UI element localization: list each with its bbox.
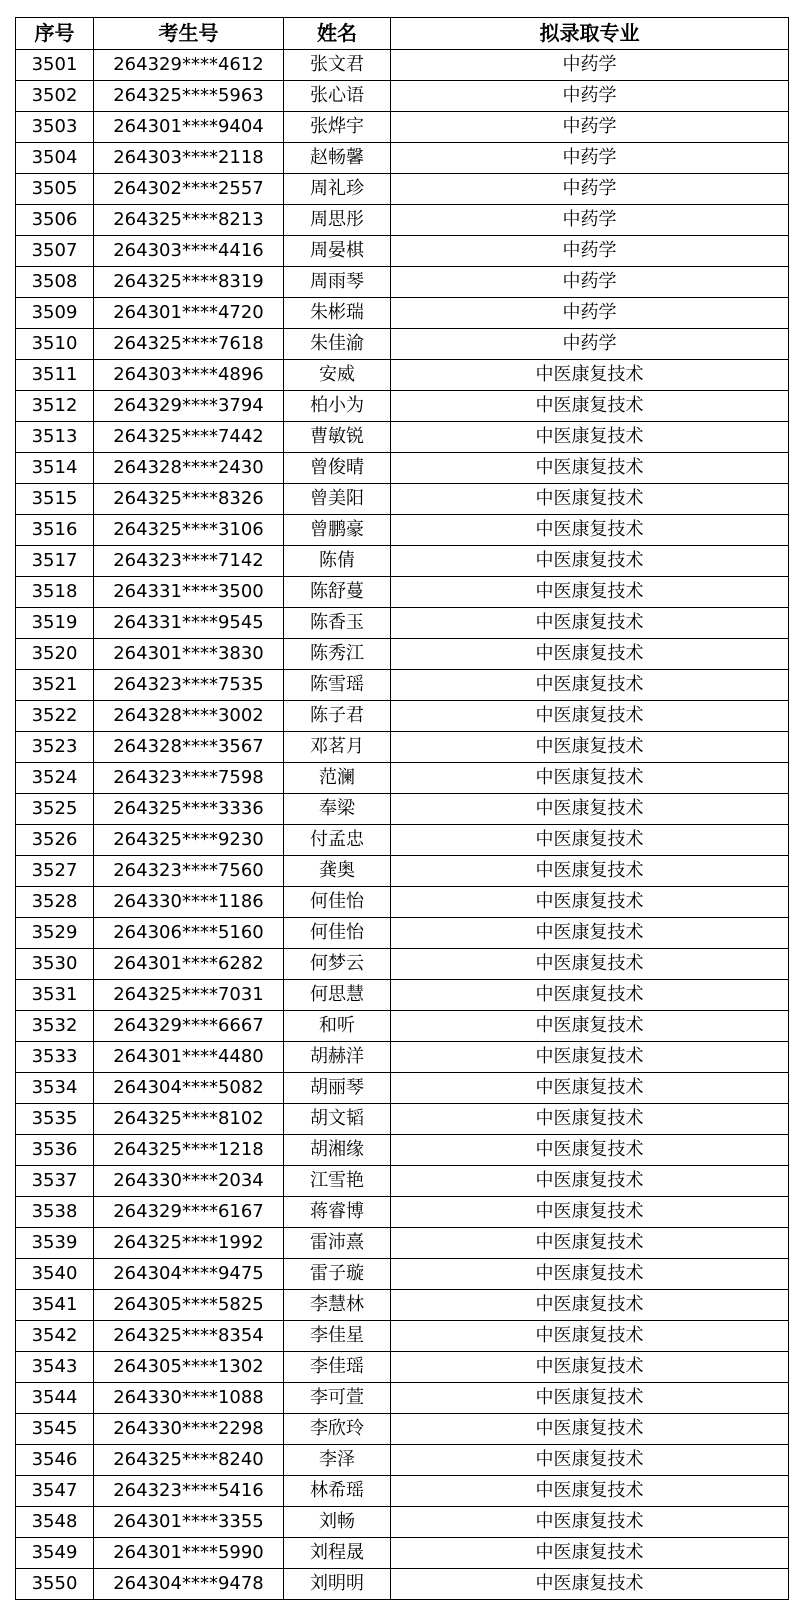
cell-major: 中医康复技术 <box>391 701 789 732</box>
cell-seq: 3527 <box>16 856 94 887</box>
table-row <box>16 918 789 949</box>
cell-seq: 3533 <box>16 1042 94 1073</box>
cell-exam-id: 264305****1302 <box>94 1352 284 1383</box>
cell-name: 周思彤 <box>284 205 391 236</box>
cell-major: 中医康复技术 <box>391 1042 789 1073</box>
cell-name: 周晏棋 <box>284 236 391 267</box>
cell-seq: 3511 <box>16 360 94 391</box>
table-row <box>16 267 789 298</box>
cell-seq: 3536 <box>16 1135 94 1166</box>
table-row <box>16 422 789 453</box>
table-row <box>16 360 789 391</box>
cell-major: 中医康复技术 <box>391 1290 789 1321</box>
cell-major: 中医康复技术 <box>391 1073 789 1104</box>
cell-name: 陈倩 <box>284 546 391 577</box>
cell-name: 胡文韬 <box>284 1104 391 1135</box>
cell-seq: 3516 <box>16 515 94 546</box>
cell-major: 中医康复技术 <box>391 887 789 918</box>
cell-exam-id: 264325****7442 <box>94 422 284 453</box>
cell-seq: 3549 <box>16 1538 94 1569</box>
cell-seq: 3506 <box>16 205 94 236</box>
cell-exam-id: 264301****3830 <box>94 639 284 670</box>
cell-major: 中医康复技术 <box>391 1569 789 1600</box>
cell-seq: 3509 <box>16 298 94 329</box>
cell-name: 陈舒蔓 <box>284 577 391 608</box>
cell-name: 陈子君 <box>284 701 391 732</box>
cell-exam-id: 264325****1218 <box>94 1135 284 1166</box>
table-row <box>16 1507 789 1538</box>
table-row <box>16 1383 789 1414</box>
cell-major: 中医康复技术 <box>391 515 789 546</box>
cell-exam-id: 264330****2034 <box>94 1166 284 1197</box>
cell-major: 中医康复技术 <box>391 1321 789 1352</box>
cell-major: 中医康复技术 <box>391 1538 789 1569</box>
cell-name: 李佳瑶 <box>284 1352 391 1383</box>
table-row <box>16 794 789 825</box>
cell-seq: 3522 <box>16 701 94 732</box>
table-row <box>16 205 789 236</box>
table-row <box>16 887 789 918</box>
cell-seq: 3503 <box>16 112 94 143</box>
cell-seq: 3504 <box>16 143 94 174</box>
cell-exam-id: 264329****6667 <box>94 1011 284 1042</box>
cell-name: 刘明明 <box>284 1569 391 1600</box>
cell-seq: 3508 <box>16 267 94 298</box>
cell-name: 奉梁 <box>284 794 391 825</box>
table-row <box>16 1197 789 1228</box>
cell-exam-id: 264301****3355 <box>94 1507 284 1538</box>
cell-major: 中医康复技术 <box>391 1104 789 1135</box>
table-row <box>16 763 789 794</box>
cell-seq: 3520 <box>16 639 94 670</box>
cell-name: 张心语 <box>284 81 391 112</box>
cell-name: 曾俊晴 <box>284 453 391 484</box>
cell-major: 中医康复技术 <box>391 670 789 701</box>
cell-exam-id: 264303****2118 <box>94 143 284 174</box>
cell-exam-id: 264325****5963 <box>94 81 284 112</box>
cell-name: 李可萱 <box>284 1383 391 1414</box>
cell-name: 江雪艳 <box>284 1166 391 1197</box>
cell-seq: 3521 <box>16 670 94 701</box>
cell-name: 雷沛熹 <box>284 1228 391 1259</box>
cell-major: 中药学 <box>391 81 789 112</box>
cell-exam-id: 264325****3106 <box>94 515 284 546</box>
cell-exam-id: 264323****7598 <box>94 763 284 794</box>
cell-seq: 3502 <box>16 81 94 112</box>
cell-seq: 3546 <box>16 1445 94 1476</box>
cell-exam-id: 264331****9545 <box>94 608 284 639</box>
cell-major: 中药学 <box>391 236 789 267</box>
cell-exam-id: 264329****3794 <box>94 391 284 422</box>
cell-exam-id: 264301****4480 <box>94 1042 284 1073</box>
table-row <box>16 856 789 887</box>
table-row <box>16 1352 789 1383</box>
header-exam-id: 考生号 <box>94 18 284 50</box>
table-row <box>16 1166 789 1197</box>
cell-exam-id: 264303****4896 <box>94 360 284 391</box>
cell-name: 李欣玲 <box>284 1414 391 1445</box>
cell-exam-id: 264323****7535 <box>94 670 284 701</box>
table-row <box>16 1104 789 1135</box>
cell-seq: 3515 <box>16 484 94 515</box>
table-row <box>16 484 789 515</box>
table-row <box>16 1073 789 1104</box>
cell-name: 蒋睿博 <box>284 1197 391 1228</box>
table-row <box>16 1569 789 1600</box>
table-row <box>16 608 789 639</box>
cell-exam-id: 264331****3500 <box>94 577 284 608</box>
cell-exam-id: 264325****8326 <box>94 484 284 515</box>
cell-major: 中医康复技术 <box>391 1507 789 1538</box>
cell-major: 中医康复技术 <box>391 856 789 887</box>
cell-major: 中医康复技术 <box>391 918 789 949</box>
cell-major: 中医康复技术 <box>391 453 789 484</box>
cell-exam-id: 264301****5990 <box>94 1538 284 1569</box>
cell-name: 李泽 <box>284 1445 391 1476</box>
cell-exam-id: 264330****2298 <box>94 1414 284 1445</box>
cell-exam-id: 264325****8240 <box>94 1445 284 1476</box>
cell-seq: 3526 <box>16 825 94 856</box>
cell-major: 中医康复技术 <box>391 546 789 577</box>
cell-major: 中医康复技术 <box>391 732 789 763</box>
table-row <box>16 639 789 670</box>
cell-major: 中医康复技术 <box>391 1228 789 1259</box>
cell-seq: 3529 <box>16 918 94 949</box>
cell-major: 中医康复技术 <box>391 1445 789 1476</box>
cell-seq: 3530 <box>16 949 94 980</box>
cell-exam-id: 264325****7618 <box>94 329 284 360</box>
table-header <box>16 18 789 50</box>
cell-major: 中医康复技术 <box>391 577 789 608</box>
cell-name: 陈雪瑶 <box>284 670 391 701</box>
cell-major: 中医康复技术 <box>391 1166 789 1197</box>
cell-major: 中医康复技术 <box>391 1352 789 1383</box>
cell-exam-id: 264301****4720 <box>94 298 284 329</box>
cell-name: 曾美阳 <box>284 484 391 515</box>
cell-major: 中医康复技术 <box>391 391 789 422</box>
cell-name: 陈香玉 <box>284 608 391 639</box>
cell-exam-id: 264304****9478 <box>94 1569 284 1600</box>
cell-exam-id: 264323****5416 <box>94 1476 284 1507</box>
cell-major: 中医康复技术 <box>391 360 789 391</box>
cell-name: 范澜 <box>284 763 391 794</box>
cell-seq: 3531 <box>16 980 94 1011</box>
cell-name: 何思慧 <box>284 980 391 1011</box>
table-row <box>16 546 789 577</box>
table-row <box>16 298 789 329</box>
cell-seq: 3535 <box>16 1104 94 1135</box>
cell-exam-id: 264325****3336 <box>94 794 284 825</box>
cell-exam-id: 264329****6167 <box>94 1197 284 1228</box>
cell-seq: 3512 <box>16 391 94 422</box>
header-name: 姓名 <box>284 18 391 50</box>
cell-name: 李慧林 <box>284 1290 391 1321</box>
table-row <box>16 1135 789 1166</box>
cell-seq: 3538 <box>16 1197 94 1228</box>
table-row <box>16 577 789 608</box>
cell-name: 张文君 <box>284 50 391 81</box>
cell-exam-id: 264306****5160 <box>94 918 284 949</box>
table-row <box>16 949 789 980</box>
cell-name: 柏小为 <box>284 391 391 422</box>
cell-major: 中医康复技术 <box>391 763 789 794</box>
cell-name: 胡赫洋 <box>284 1042 391 1073</box>
cell-name: 张烨宇 <box>284 112 391 143</box>
cell-major: 中药学 <box>391 205 789 236</box>
cell-seq: 3534 <box>16 1073 94 1104</box>
cell-major: 中医康复技术 <box>391 608 789 639</box>
admission-table <box>15 17 789 1600</box>
cell-seq: 3545 <box>16 1414 94 1445</box>
header-row <box>16 18 789 50</box>
table-row <box>16 1321 789 1352</box>
table-row <box>16 1011 789 1042</box>
cell-exam-id: 264301****6282 <box>94 949 284 980</box>
cell-major: 中药学 <box>391 112 789 143</box>
cell-seq: 3505 <box>16 174 94 205</box>
cell-name: 林希瑶 <box>284 1476 391 1507</box>
table-row <box>16 1259 789 1290</box>
table-row <box>16 81 789 112</box>
header-major: 拟录取专业 <box>391 18 789 50</box>
cell-seq: 3542 <box>16 1321 94 1352</box>
cell-major: 中医康复技术 <box>391 1414 789 1445</box>
cell-name: 朱佳渝 <box>284 329 391 360</box>
table-row <box>16 453 789 484</box>
table-row <box>16 391 789 422</box>
cell-major: 中医康复技术 <box>391 825 789 856</box>
cell-name: 李佳星 <box>284 1321 391 1352</box>
cell-major: 中医康复技术 <box>391 422 789 453</box>
cell-exam-id: 264325****1992 <box>94 1228 284 1259</box>
cell-name: 胡丽琴 <box>284 1073 391 1104</box>
cell-exam-id: 264301****9404 <box>94 112 284 143</box>
cell-seq: 3544 <box>16 1383 94 1414</box>
cell-exam-id: 264302****2557 <box>94 174 284 205</box>
cell-name: 和听 <box>284 1011 391 1042</box>
cell-seq: 3507 <box>16 236 94 267</box>
cell-seq: 3532 <box>16 1011 94 1042</box>
cell-seq: 3543 <box>16 1352 94 1383</box>
cell-exam-id: 264328****3002 <box>94 701 284 732</box>
cell-major: 中医康复技术 <box>391 949 789 980</box>
cell-name: 周雨琴 <box>284 267 391 298</box>
cell-seq: 3525 <box>16 794 94 825</box>
cell-exam-id: 264303****4416 <box>94 236 284 267</box>
cell-exam-id: 264325****8354 <box>94 1321 284 1352</box>
cell-major: 中药学 <box>391 143 789 174</box>
cell-name: 刘程晟 <box>284 1538 391 1569</box>
cell-exam-id: 264325****9230 <box>94 825 284 856</box>
cell-name: 何佳怡 <box>284 918 391 949</box>
table-row <box>16 1476 789 1507</box>
cell-seq: 3541 <box>16 1290 94 1321</box>
cell-seq: 3514 <box>16 453 94 484</box>
cell-major: 中药学 <box>391 298 789 329</box>
table-row <box>16 1414 789 1445</box>
table-row <box>16 174 789 205</box>
cell-exam-id: 264325****8102 <box>94 1104 284 1135</box>
table-row <box>16 732 789 763</box>
cell-major: 中医康复技术 <box>391 1476 789 1507</box>
table-row <box>16 1445 789 1476</box>
cell-major: 中药学 <box>391 267 789 298</box>
cell-exam-id: 264330****1088 <box>94 1383 284 1414</box>
cell-seq: 3539 <box>16 1228 94 1259</box>
table-row <box>16 1538 789 1569</box>
cell-exam-id: 264328****3567 <box>94 732 284 763</box>
cell-major: 中医康复技术 <box>391 1011 789 1042</box>
cell-name: 胡湘缘 <box>284 1135 391 1166</box>
cell-exam-id: 264323****7560 <box>94 856 284 887</box>
cell-exam-id: 264325****8213 <box>94 205 284 236</box>
table-row <box>16 701 789 732</box>
cell-exam-id: 264304****5082 <box>94 1073 284 1104</box>
cell-exam-id: 264325****8319 <box>94 267 284 298</box>
cell-seq: 3540 <box>16 1259 94 1290</box>
cell-major: 中医康复技术 <box>391 1135 789 1166</box>
cell-name: 龚奥 <box>284 856 391 887</box>
cell-major: 中医康复技术 <box>391 1197 789 1228</box>
cell-major: 中药学 <box>391 50 789 81</box>
cell-seq: 3513 <box>16 422 94 453</box>
cell-major: 中医康复技术 <box>391 639 789 670</box>
table-row <box>16 50 789 81</box>
cell-major: 中药学 <box>391 329 789 360</box>
cell-seq: 3550 <box>16 1569 94 1600</box>
cell-seq: 3518 <box>16 577 94 608</box>
table-row <box>16 1290 789 1321</box>
cell-name: 何佳怡 <box>284 887 391 918</box>
cell-name: 朱彬瑞 <box>284 298 391 329</box>
cell-name: 周礼珍 <box>284 174 391 205</box>
cell-seq: 3517 <box>16 546 94 577</box>
table-row <box>16 329 789 360</box>
table-row <box>16 1228 789 1259</box>
cell-major: 中医康复技术 <box>391 1259 789 1290</box>
cell-seq: 3524 <box>16 763 94 794</box>
cell-major: 中医康复技术 <box>391 484 789 515</box>
cell-exam-id: 264325****7031 <box>94 980 284 1011</box>
cell-seq: 3537 <box>16 1166 94 1197</box>
table-row <box>16 112 789 143</box>
cell-name: 付孟忠 <box>284 825 391 856</box>
table-row <box>16 1042 789 1073</box>
cell-exam-id: 264330****1186 <box>94 887 284 918</box>
cell-seq: 3501 <box>16 50 94 81</box>
cell-seq: 3510 <box>16 329 94 360</box>
cell-name: 安威 <box>284 360 391 391</box>
table-row <box>16 825 789 856</box>
cell-seq: 3523 <box>16 732 94 763</box>
header-seq: 序号 <box>16 18 94 50</box>
cell-exam-id: 264328****2430 <box>94 453 284 484</box>
cell-name: 刘畅 <box>284 1507 391 1538</box>
table-row <box>16 980 789 1011</box>
cell-seq: 3547 <box>16 1476 94 1507</box>
cell-name: 何梦云 <box>284 949 391 980</box>
cell-name: 邓茗月 <box>284 732 391 763</box>
cell-major: 中药学 <box>391 174 789 205</box>
cell-exam-id: 264323****7142 <box>94 546 284 577</box>
cell-name: 陈秀江 <box>284 639 391 670</box>
cell-seq: 3519 <box>16 608 94 639</box>
table-body <box>16 50 789 1600</box>
table-row <box>16 670 789 701</box>
cell-seq: 3548 <box>16 1507 94 1538</box>
cell-exam-id: 264305****5825 <box>94 1290 284 1321</box>
cell-name: 曾鹏豪 <box>284 515 391 546</box>
cell-name: 曹敏锐 <box>284 422 391 453</box>
table-row <box>16 236 789 267</box>
cell-exam-id: 264329****4612 <box>94 50 284 81</box>
cell-major: 中医康复技术 <box>391 980 789 1011</box>
cell-major: 中医康复技术 <box>391 794 789 825</box>
cell-exam-id: 264304****9475 <box>94 1259 284 1290</box>
cell-name: 赵畅馨 <box>284 143 391 174</box>
cell-seq: 3528 <box>16 887 94 918</box>
table-row <box>16 143 789 174</box>
table-row <box>16 515 789 546</box>
cell-major: 中医康复技术 <box>391 1383 789 1414</box>
cell-name: 雷子璇 <box>284 1259 391 1290</box>
